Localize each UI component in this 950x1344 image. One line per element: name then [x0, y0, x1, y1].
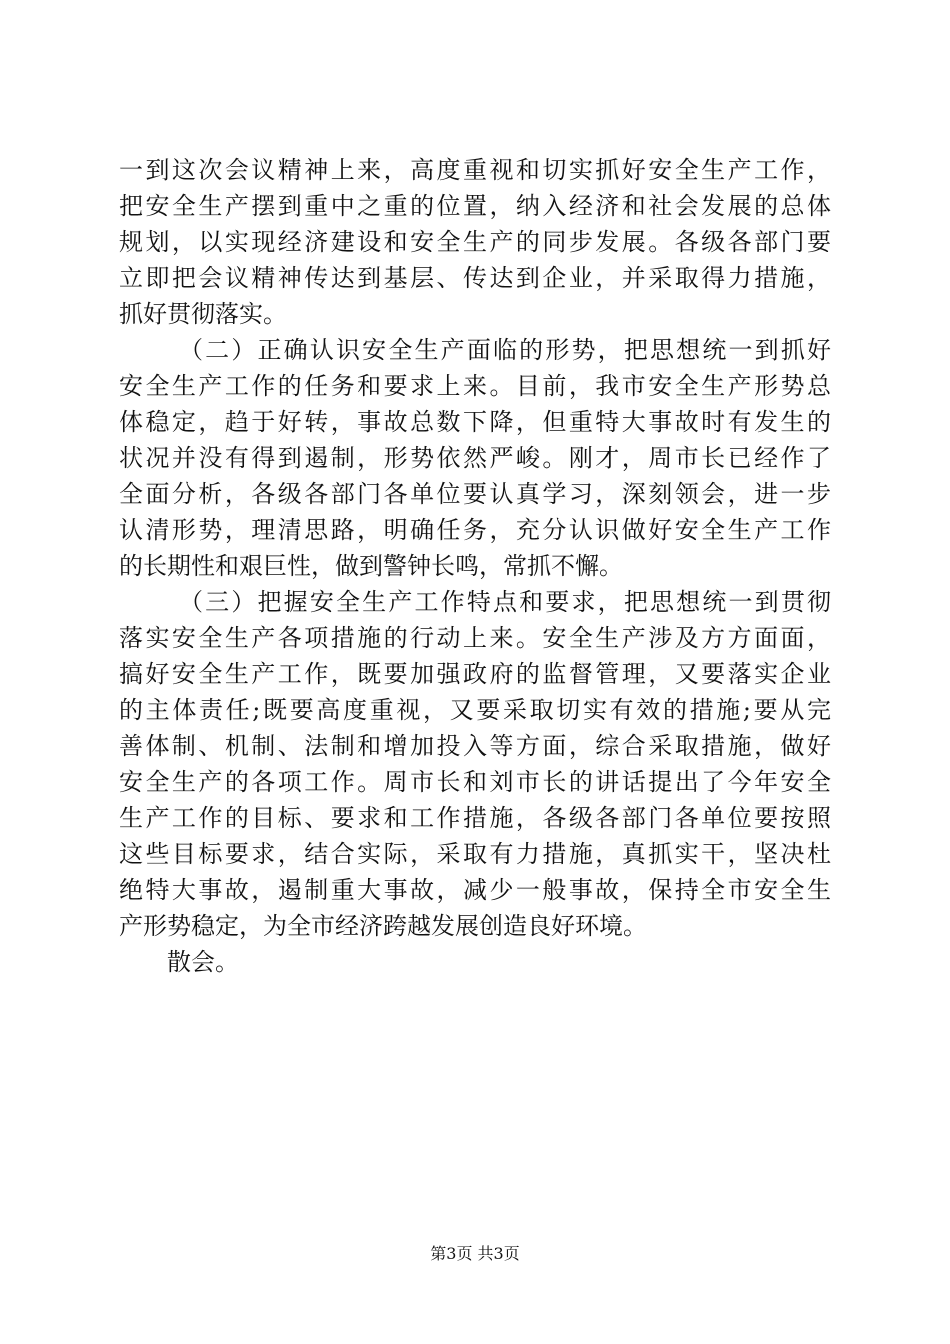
paragraph-3-first-line: （三）把握安全生产工作特点和要求，把思想统一到贯彻	[179, 588, 831, 616]
paragraph-2-first-line: （二）正确认识安全生产面临的形势，把思想统一到抓好	[179, 336, 831, 364]
text-line: 这些目标要求，结合实际，采取有力措施，真抓实干，坚决杜	[119, 840, 831, 868]
text-line: 一到这次会议精神上来，高度重视和切实抓好安全生产工作，	[119, 156, 831, 184]
text-line: 搞好安全生产工作，既要加强政府的监督管理，又要落实企业	[119, 660, 831, 688]
closing-remark: 散会。	[167, 948, 239, 976]
text-line: 善体制、机制、法制和增加投入等方面，综合采取措施，做好	[119, 732, 831, 760]
text-line: 立即把会议精神传达到基层、传达到企业，并采取得力措施，	[119, 264, 831, 292]
text-line: 绝特大事故，遏制重大事故，减少一般事故，保持全市安全生	[119, 876, 831, 904]
text-line: 安全生产的各项工作。周市长和刘市长的讲话提出了今年安全	[119, 768, 831, 796]
text-line: 体稳定，趋于好转，事故总数下降，但重特大事故时有发生的	[119, 408, 831, 436]
text-line: 认清形势，理清思路，明确任务，充分认识做好安全生产工作	[119, 516, 831, 544]
text-line: 把安全生产摆到重中之重的位置，纳入经济和社会发展的总体	[119, 192, 831, 220]
text-line: 安全生产工作的任务和要求上来。目前，我市安全生产形势总	[119, 372, 831, 400]
text-line: 抓好贯彻落实。	[119, 300, 287, 328]
text-line: 规划，以实现经济建设和安全生产的同步发展。各级各部门要	[119, 228, 831, 256]
text-line: 产形势稳定，为全市经济跨越发展创造良好环境。	[119, 912, 647, 940]
text-line: 的长期性和艰巨性，做到警钟长鸣，常抓不懈。	[119, 552, 623, 580]
text-line: 生产工作的目标、要求和工作措施，各级各部门各单位要按照	[119, 804, 831, 832]
text-line: 全面分析，各级各部门各单位要认真学习，深刻领会，进一步	[119, 480, 831, 508]
text-line: 落实安全生产各项措施的行动上来。安全生产涉及方方面面，	[119, 624, 831, 652]
text-line: 状况并没有得到遏制，形势依然严峻。刚才，周市长已经作了	[119, 444, 831, 472]
text-line: 的主体责任;既要高度重视，又要采取切实有效的措施;要从完	[119, 696, 831, 724]
page-footer: 第3页 共3页	[430, 1244, 520, 1263]
